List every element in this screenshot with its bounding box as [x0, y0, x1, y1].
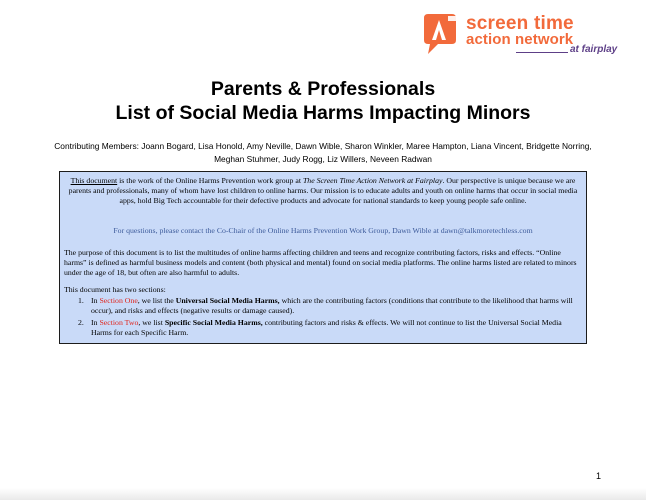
logo-text-line2: action network [466, 31, 574, 48]
list-number: 2. [78, 318, 84, 327]
specific-harms-label: Specific Social Media Harms, [164, 318, 263, 327]
list-text: , we list the [137, 296, 176, 305]
intro-text-b: . Our perspective is unique because we are parents and professionals, many of whom have lost children to online harms. Our mission is to educate adults and youth on online harms that occur in social media apps, hold Big Tech accountable for their defective products and advocate for national standards to keep young people safe online. [68, 176, 578, 205]
universal-harms-label: Universal Social Media Harms, [175, 296, 280, 305]
sections-intro: This document has two sections: [64, 285, 166, 294]
screen-time-action-network-logo [420, 12, 620, 58]
list-text: which are the contributing factors (conditions that contribute to the likelihood that harms will occur), and risks and effects (negative results or damage caused). [91, 296, 573, 315]
contributors [40, 140, 606, 166]
list-number: 1. [78, 296, 84, 305]
intro-org-name: The Screen Time Action Network at Fairplay [302, 176, 443, 185]
intro-paragraph [64, 176, 582, 205]
page-title-line1: Parents & Professionals [210, 78, 436, 100]
logo-text-line1: screen time [466, 13, 574, 34]
page-title-line2: List of Social Media Harms Impacting Minors [115, 102, 531, 124]
contributors-line1: Contributing Members: Joann Bogard, Lisa Honold, Amy Neville, Dawn Wible, Sharon Winkler, Maree Hampton, Liana Vincent, Bridgette Norring, [54, 141, 592, 151]
info-box [59, 171, 587, 344]
logo-rule [516, 52, 568, 53]
purpose-paragraph: The purpose of this document is to list the multitudes of online harms affecting children and teens and recognize contributing factors, risks and effects. “Online harms” is defined as harmful business models and content (both physical and mental) found on social media platforms. The online harms listed are related to minors under the age of 18, but often are also harmful to adults. [64, 248, 577, 277]
contributors-line2: Meghan Stuhmer, Judy Rogg, Liz Willers, Neveen Radwan [214, 154, 432, 164]
page-edge-shadow [0, 488, 646, 500]
logo-subtext: at fairplay [570, 44, 618, 55]
list-item-text [91, 296, 581, 316]
logo-mark-icon [420, 12, 460, 56]
list-text: In [91, 318, 100, 327]
list-text: In [91, 296, 100, 305]
section-one-label: Section One [99, 296, 138, 305]
section-two-label: Section Two [99, 318, 139, 327]
page-number: 1 [596, 471, 602, 481]
list-text: , we list [138, 318, 165, 327]
list-text: contributing factors and risks & effects. We will not continue to list the Universal Social Media Harms for each Specific Harm. [91, 318, 562, 337]
list-item-text [91, 318, 581, 338]
intro-text-a: is the work of the Online Harms Prevention work group at [117, 176, 303, 185]
contact-line: For questions, please contact the Co-Chair of the Online Harms Prevention Work Group, Dawn Wible at dawn@talkmoretechless.com [113, 226, 533, 235]
document-link[interactable]: This document [70, 176, 118, 185]
